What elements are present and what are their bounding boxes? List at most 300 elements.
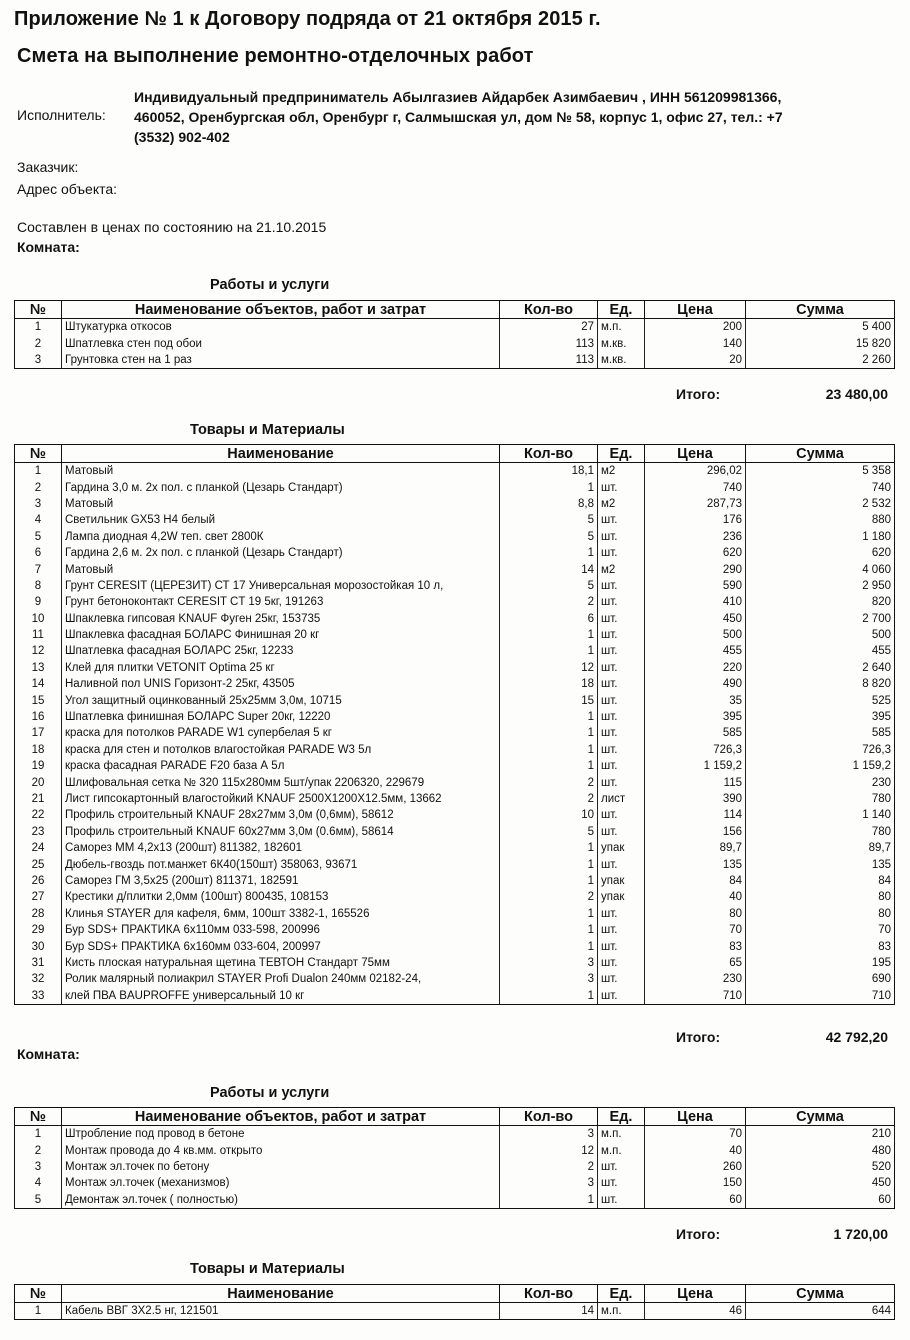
room-label: Комната: [17, 239, 80, 255]
cell-price: 46 [645, 1303, 746, 1320]
cell-qty: 2 [500, 889, 598, 905]
cell-sum: 585 [746, 725, 895, 741]
cell-sum: 4 060 [746, 561, 895, 577]
cell-number: 8 [15, 578, 62, 594]
table-row [15, 578, 895, 594]
table-row [15, 676, 895, 692]
cell-price: 230 [645, 971, 746, 987]
cell-number: 1 [15, 1303, 62, 1320]
cell-qty: 113 [500, 335, 598, 351]
cell-qty: 12 [500, 1142, 598, 1158]
cell-qty: 3 [500, 955, 598, 971]
cell-sum: 820 [746, 594, 895, 610]
works-total-value: 1 720,00 [833, 1226, 888, 1242]
cell-number: 1 [15, 463, 62, 480]
table-row [15, 807, 895, 823]
cell-name: Матовый [62, 496, 500, 512]
cell-number: 7 [15, 561, 62, 577]
cell-number: 2 [15, 479, 62, 495]
cell-unit: шт. [598, 856, 645, 872]
cell-sum: 60 [746, 1192, 895, 1209]
cell-qty: 113 [500, 352, 598, 369]
cell-number: 30 [15, 938, 62, 954]
cell-unit: шт. [598, 512, 645, 528]
table-header-row [15, 1285, 895, 1303]
cell-number: 18 [15, 742, 62, 758]
cell-name: Матовый [62, 463, 500, 480]
contractor-line-3: (3532) 902-402 [134, 129, 230, 145]
cell-sum: 1 140 [746, 807, 895, 823]
cell-unit: шт. [598, 611, 645, 627]
table-row [15, 660, 895, 676]
cell-qty: 1 [500, 938, 598, 954]
cell-name: Наливной пол UNIS Горизонт-2 25кг, 43505 [62, 676, 500, 692]
cell-number: 17 [15, 725, 62, 741]
cell-name: краска для стен и потолков влагостойкая PARADE W3 5л [62, 742, 500, 758]
col-header-price: Цена [645, 301, 746, 319]
cell-price: 500 [645, 627, 746, 643]
cell-number: 27 [15, 889, 62, 905]
cell-sum: 2 700 [746, 611, 895, 627]
cell-number: 32 [15, 971, 62, 987]
table-row [15, 971, 895, 987]
cell-sum: 2 260 [746, 352, 895, 369]
cell-sum: 395 [746, 709, 895, 725]
table-row [15, 824, 895, 840]
col-header-sum: Сумма [746, 1108, 895, 1126]
document-title: Приложение № 1 к Договору подряда от 21 октября 2015 г. [14, 8, 601, 30]
cell-qty: 1 [500, 922, 598, 938]
table-row [15, 529, 895, 545]
cell-price: 20 [645, 352, 746, 369]
cell-sum: 644 [746, 1303, 895, 1320]
cell-price: 410 [645, 594, 746, 610]
col-header-number: № [15, 1285, 62, 1303]
table-row [15, 1192, 895, 1209]
cell-qty: 2 [500, 1159, 598, 1175]
table-row [15, 611, 895, 627]
cell-name: Шпаклевка гипсовая KNAUF Фуген 25кг, 153735 [62, 611, 500, 627]
cell-sum: 780 [746, 824, 895, 840]
table-row [15, 938, 895, 954]
table-row [15, 774, 895, 790]
cell-name: Бур SDS+ ПРАКТИКА 6х110мм 033-598, 200996 [62, 922, 500, 938]
cell-qty: 5 [500, 529, 598, 545]
col-header-price: Цена [645, 445, 746, 463]
cell-name: клей ПВА BAUPROFFE универсальный 10 кг [62, 988, 500, 1005]
cell-sum: 450 [746, 1175, 895, 1191]
table-row [15, 479, 895, 495]
cell-price: 1 159,2 [645, 758, 746, 774]
table-row [15, 709, 895, 725]
cell-number: 26 [15, 873, 62, 889]
table-row [15, 873, 895, 889]
cell-name: Шпатлевка финишная БОЛАРС Super 20кг, 12220 [62, 709, 500, 725]
cell-qty: 1 [500, 725, 598, 741]
cell-name: Монтаж провода до 4 кв.мм. открыто [62, 1142, 500, 1158]
cell-price: 236 [645, 529, 746, 545]
cell-name: краска для потолков PARADE W1 супербелая 5 кг [62, 725, 500, 741]
cell-qty: 14 [500, 1303, 598, 1320]
col-header-name: Наименование [62, 445, 500, 463]
cell-price: 455 [645, 643, 746, 659]
cell-unit: шт. [598, 938, 645, 954]
cell-qty: 10 [500, 807, 598, 823]
materials-table [14, 1284, 895, 1320]
table-row [15, 512, 895, 528]
cell-sum: 80 [746, 889, 895, 905]
cell-name: Кисть плоская натуральная щетина ТЕВТОН Стандарт 75мм [62, 955, 500, 971]
cell-price: 290 [645, 561, 746, 577]
table-header-row [15, 301, 895, 319]
cell-name: Лист гипсокартонный влагостойкий KNAUF 2500Х1200Х12.5мм, 13662 [62, 791, 500, 807]
cell-number: 10 [15, 611, 62, 627]
table-row [15, 922, 895, 938]
table-row [15, 955, 895, 971]
table-row [15, 742, 895, 758]
cell-price: 176 [645, 512, 746, 528]
cell-price: 490 [645, 676, 746, 692]
table-row [15, 1303, 895, 1320]
cell-qty: 12 [500, 660, 598, 676]
col-header-unit: Ед. [598, 1108, 645, 1126]
cell-number: 5 [15, 529, 62, 545]
cell-qty: 18,1 [500, 463, 598, 480]
cell-sum: 455 [746, 643, 895, 659]
cell-price: 35 [645, 692, 746, 708]
cell-number: 12 [15, 643, 62, 659]
col-header-unit: Ед. [598, 445, 645, 463]
cell-name: Клинья STAYER для кафеля, 6мм, 100шт 3382-1, 165526 [62, 906, 500, 922]
cell-unit: шт. [598, 1159, 645, 1175]
cell-name: краска фасадная PARADE F20 база А 5л [62, 758, 500, 774]
cell-unit: м2 [598, 463, 645, 480]
cell-price: 70 [645, 1126, 746, 1143]
cell-number: 25 [15, 856, 62, 872]
cell-number: 21 [15, 791, 62, 807]
cell-price: 114 [645, 807, 746, 823]
col-header-name: Наименование [62, 1285, 500, 1303]
table-row [15, 758, 895, 774]
contractor-label: Исполнитель: [17, 107, 106, 123]
cell-name: Ролик малярный полиакрил STAYER Profi Dualon 240мм 02182-24, [62, 971, 500, 987]
cell-unit: м2 [598, 496, 645, 512]
cell-unit: шт. [598, 627, 645, 643]
cell-name: Гардина 2,6 м. 2х пол. с планкой (Цезарь Стандарт) [62, 545, 500, 561]
cell-sum: 740 [746, 479, 895, 495]
col-header-qty: Кол-во [500, 301, 598, 319]
cell-unit: шт. [598, 922, 645, 938]
cell-number: 33 [15, 988, 62, 1005]
cell-unit: шт. [598, 988, 645, 1005]
cell-price: 287,73 [645, 496, 746, 512]
col-header-number: № [15, 445, 62, 463]
cell-number: 22 [15, 807, 62, 823]
cell-price: 740 [645, 479, 746, 495]
cell-price: 390 [645, 791, 746, 807]
cell-number: 13 [15, 660, 62, 676]
cell-sum: 195 [746, 955, 895, 971]
cell-price: 395 [645, 709, 746, 725]
cell-number: 4 [15, 512, 62, 528]
cell-unit: шт. [598, 692, 645, 708]
cell-number: 4 [15, 1175, 62, 1191]
cell-qty: 14 [500, 561, 598, 577]
contractor-line-1: Индивидуальный предприниматель Абылгазиев Айдарбек Азимбаевич , ИНН 561209981366, [134, 89, 782, 105]
cell-name: Шпаклевка фасадная БОЛАРС Финишная 20 кг [62, 627, 500, 643]
cell-qty: 3 [500, 1175, 598, 1191]
cell-sum: 710 [746, 988, 895, 1005]
cell-price: 620 [645, 545, 746, 561]
cell-price: 585 [645, 725, 746, 741]
cell-name: Демонтаж эл.точек ( полностью) [62, 1192, 500, 1209]
cell-name: Дюбель-гвоздь пот.манжет 6К40(150шт) 358063, 93671 [62, 856, 500, 872]
materials-section-title: Товары и Материалы [190, 1261, 345, 1277]
works-total-value: 23 480,00 [825, 386, 888, 402]
cell-name: Саморез ГМ 3,5х25 (200шт) 811371, 182591 [62, 873, 500, 889]
cell-unit: шт. [598, 676, 645, 692]
table-header-row [15, 445, 895, 463]
col-header-number: № [15, 301, 62, 319]
cell-price: 89,7 [645, 840, 746, 856]
table-row [15, 725, 895, 741]
cell-price: 710 [645, 988, 746, 1005]
cell-name: Профиль строительный KNAUF 60х27мм 3,0м (0.6мм), 58614 [62, 824, 500, 840]
cell-qty: 2 [500, 791, 598, 807]
table-row [15, 840, 895, 856]
cell-price: 156 [645, 824, 746, 840]
cell-name: Штробление под провод в бетоне [62, 1126, 500, 1143]
cell-name: Монтаж эл.точек (механизмов) [62, 1175, 500, 1191]
cell-qty: 1 [500, 873, 598, 889]
cell-unit: м.п. [598, 1142, 645, 1158]
cell-qty: 18 [500, 676, 598, 692]
cell-name: Кабель ВВГ 3Х2.5 нг, 121501 [62, 1303, 500, 1320]
cell-number: 20 [15, 774, 62, 790]
cell-price: 80 [645, 906, 746, 922]
cell-number: 2 [15, 1142, 62, 1158]
cell-number: 11 [15, 627, 62, 643]
cell-sum: 84 [746, 873, 895, 889]
cell-qty: 1 [500, 840, 598, 856]
table-row [15, 643, 895, 659]
cell-sum: 620 [746, 545, 895, 561]
cell-number: 1 [15, 1126, 62, 1143]
cell-qty: 6 [500, 611, 598, 627]
cell-sum: 89,7 [746, 840, 895, 856]
cell-number: 3 [15, 1159, 62, 1175]
cell-price: 150 [645, 1175, 746, 1191]
cell-number: 5 [15, 1192, 62, 1209]
table-row [15, 692, 895, 708]
cell-sum: 1 180 [746, 529, 895, 545]
cell-name: Монтаж эл.точек по бетону [62, 1159, 500, 1175]
cell-name: Крестики д/плитки 2,0мм (100шт) 800435, 108153 [62, 889, 500, 905]
cell-name: Угол защитный оцинкованный 25х25мм 3,0м, 10715 [62, 692, 500, 708]
document-subtitle: Смета на выполнение ремонтно-отделочных работ [17, 45, 534, 67]
cell-unit: шт. [598, 725, 645, 741]
table-row [15, 791, 895, 807]
cell-name: Грунт бетоноконтакт CERESIT CT 19 5кг, 191263 [62, 594, 500, 610]
cell-unit: упак [598, 873, 645, 889]
cell-price: 450 [645, 611, 746, 627]
cell-unit: упак [598, 889, 645, 905]
col-header-qty: Кол-во [500, 445, 598, 463]
cell-name: Шпатлевка стен под обои [62, 335, 500, 351]
cell-qty: 1 [500, 709, 598, 725]
cell-sum: 880 [746, 512, 895, 528]
room-label: Комната: [17, 1046, 80, 1062]
table-row [15, 988, 895, 1005]
cell-name: Бур SDS+ ПРАКТИКА 6х160мм 033-604, 200997 [62, 938, 500, 954]
cell-unit: м2 [598, 561, 645, 577]
cell-name: Матовый [62, 561, 500, 577]
cell-sum: 500 [746, 627, 895, 643]
table-row [15, 889, 895, 905]
cell-price: 70 [645, 922, 746, 938]
materials-table [14, 444, 895, 1005]
cell-unit: м.п. [598, 1126, 645, 1143]
cell-sum: 80 [746, 906, 895, 922]
cell-number: 15 [15, 692, 62, 708]
cell-price: 590 [645, 578, 746, 594]
cell-number: 31 [15, 955, 62, 971]
cell-qty: 5 [500, 578, 598, 594]
table-row [15, 335, 895, 351]
cell-sum: 15 820 [746, 335, 895, 351]
cell-name: Лампа диодная 4,2W теп. свет 2800К [62, 529, 500, 545]
cell-sum: 2 532 [746, 496, 895, 512]
cell-number: 1 [15, 319, 62, 336]
cell-number: 24 [15, 840, 62, 856]
prices-note: Составлен в ценах по состоянию на 21.10.2015 [17, 219, 327, 235]
cell-price: 220 [645, 660, 746, 676]
cell-unit: шт. [598, 758, 645, 774]
works-section-title: Работы и услуги [210, 1085, 330, 1101]
cell-price: 84 [645, 873, 746, 889]
cell-unit: лист [598, 791, 645, 807]
cell-price: 60 [645, 1192, 746, 1209]
col-header-qty: Кол-во [500, 1108, 598, 1126]
table-row [15, 496, 895, 512]
cell-qty: 1 [500, 627, 598, 643]
cell-name: Шлифовальная сетка № 320 115х280мм 5шт/упак 2206320, 229679 [62, 774, 500, 790]
cell-unit: м.п. [598, 1303, 645, 1320]
cell-sum: 210 [746, 1126, 895, 1143]
table-row [15, 352, 895, 369]
materials-total-label: Итого: [676, 1029, 721, 1045]
cell-qty: 2 [500, 594, 598, 610]
cell-sum: 726,3 [746, 742, 895, 758]
col-header-qty: Кол-во [500, 1285, 598, 1303]
cell-qty: 1 [500, 643, 598, 659]
cell-qty: 3 [500, 971, 598, 987]
cell-sum: 83 [746, 938, 895, 954]
cell-unit: м.кв. [598, 335, 645, 351]
table-row [15, 319, 895, 336]
col-header-unit: Ед. [598, 301, 645, 319]
cell-qty: 2 [500, 774, 598, 790]
cell-qty: 5 [500, 512, 598, 528]
cell-price: 40 [645, 1142, 746, 1158]
address-label: Адрес объекта: [17, 181, 118, 197]
table-row [15, 545, 895, 561]
customer-label: Заказчик: [17, 159, 79, 175]
cell-name: Шпатлевка фасадная БОЛАРС 25кг, 12233 [62, 643, 500, 659]
col-header-sum: Сумма [746, 1285, 895, 1303]
cell-price: 140 [645, 335, 746, 351]
table-row [15, 856, 895, 872]
cell-unit: шт. [598, 824, 645, 840]
table-row [15, 1142, 895, 1158]
table-row [15, 561, 895, 577]
cell-sum: 70 [746, 922, 895, 938]
cell-number: 28 [15, 906, 62, 922]
col-header-price: Цена [645, 1108, 746, 1126]
cell-unit: шт. [598, 529, 645, 545]
cell-price: 83 [645, 938, 746, 954]
cell-number: 9 [15, 594, 62, 610]
materials-total-value: 42 792,20 [825, 1029, 888, 1045]
col-header-unit: Ед. [598, 1285, 645, 1303]
cell-number: 14 [15, 676, 62, 692]
table-row [15, 1126, 895, 1143]
cell-number: 3 [15, 352, 62, 369]
cell-unit: шт. [598, 971, 645, 987]
cell-unit: шт. [598, 545, 645, 561]
cell-unit: шт. [598, 955, 645, 971]
cell-unit: шт. [598, 906, 645, 922]
cell-price: 260 [645, 1159, 746, 1175]
cell-sum: 690 [746, 971, 895, 987]
works-total-label: Итого: [676, 386, 721, 402]
cell-unit: шт. [598, 479, 645, 495]
works-table [14, 300, 895, 369]
cell-price: 296,02 [645, 463, 746, 480]
cell-sum: 780 [746, 791, 895, 807]
cell-qty: 1 [500, 545, 598, 561]
cell-name: Грунтовка стен на 1 раз [62, 352, 500, 369]
cell-unit: шт. [598, 594, 645, 610]
cell-unit: шт. [598, 709, 645, 725]
table-row [15, 627, 895, 643]
cell-price: 115 [645, 774, 746, 790]
cell-unit: шт. [598, 660, 645, 676]
cell-name: Гардина 3,0 м. 2х пол. с планкой (Цезарь Стандарт) [62, 479, 500, 495]
cell-sum: 135 [746, 856, 895, 872]
cell-number: 6 [15, 545, 62, 561]
cell-number: 16 [15, 709, 62, 725]
cell-qty: 27 [500, 319, 598, 336]
cell-qty: 1 [500, 742, 598, 758]
cell-qty: 1 [500, 1192, 598, 1209]
cell-price: 200 [645, 319, 746, 336]
cell-name: Штукатурка откосов [62, 319, 500, 336]
works-section-title: Работы и услуги [210, 277, 330, 293]
col-header-sum: Сумма [746, 445, 895, 463]
cell-qty: 1 [500, 758, 598, 774]
cell-sum: 1 159,2 [746, 758, 895, 774]
cell-number: 3 [15, 496, 62, 512]
cell-sum: 480 [746, 1142, 895, 1158]
cell-qty: 3 [500, 1126, 598, 1143]
cell-price: 40 [645, 889, 746, 905]
col-header-price: Цена [645, 1285, 746, 1303]
cell-name: Грунт CERESIT (ЦЕРЕЗИТ) СТ 17 Универсальная морозостойкая 10 л, [62, 578, 500, 594]
cell-number: 19 [15, 758, 62, 774]
cell-unit: шт. [598, 742, 645, 758]
col-header-sum: Сумма [746, 301, 895, 319]
